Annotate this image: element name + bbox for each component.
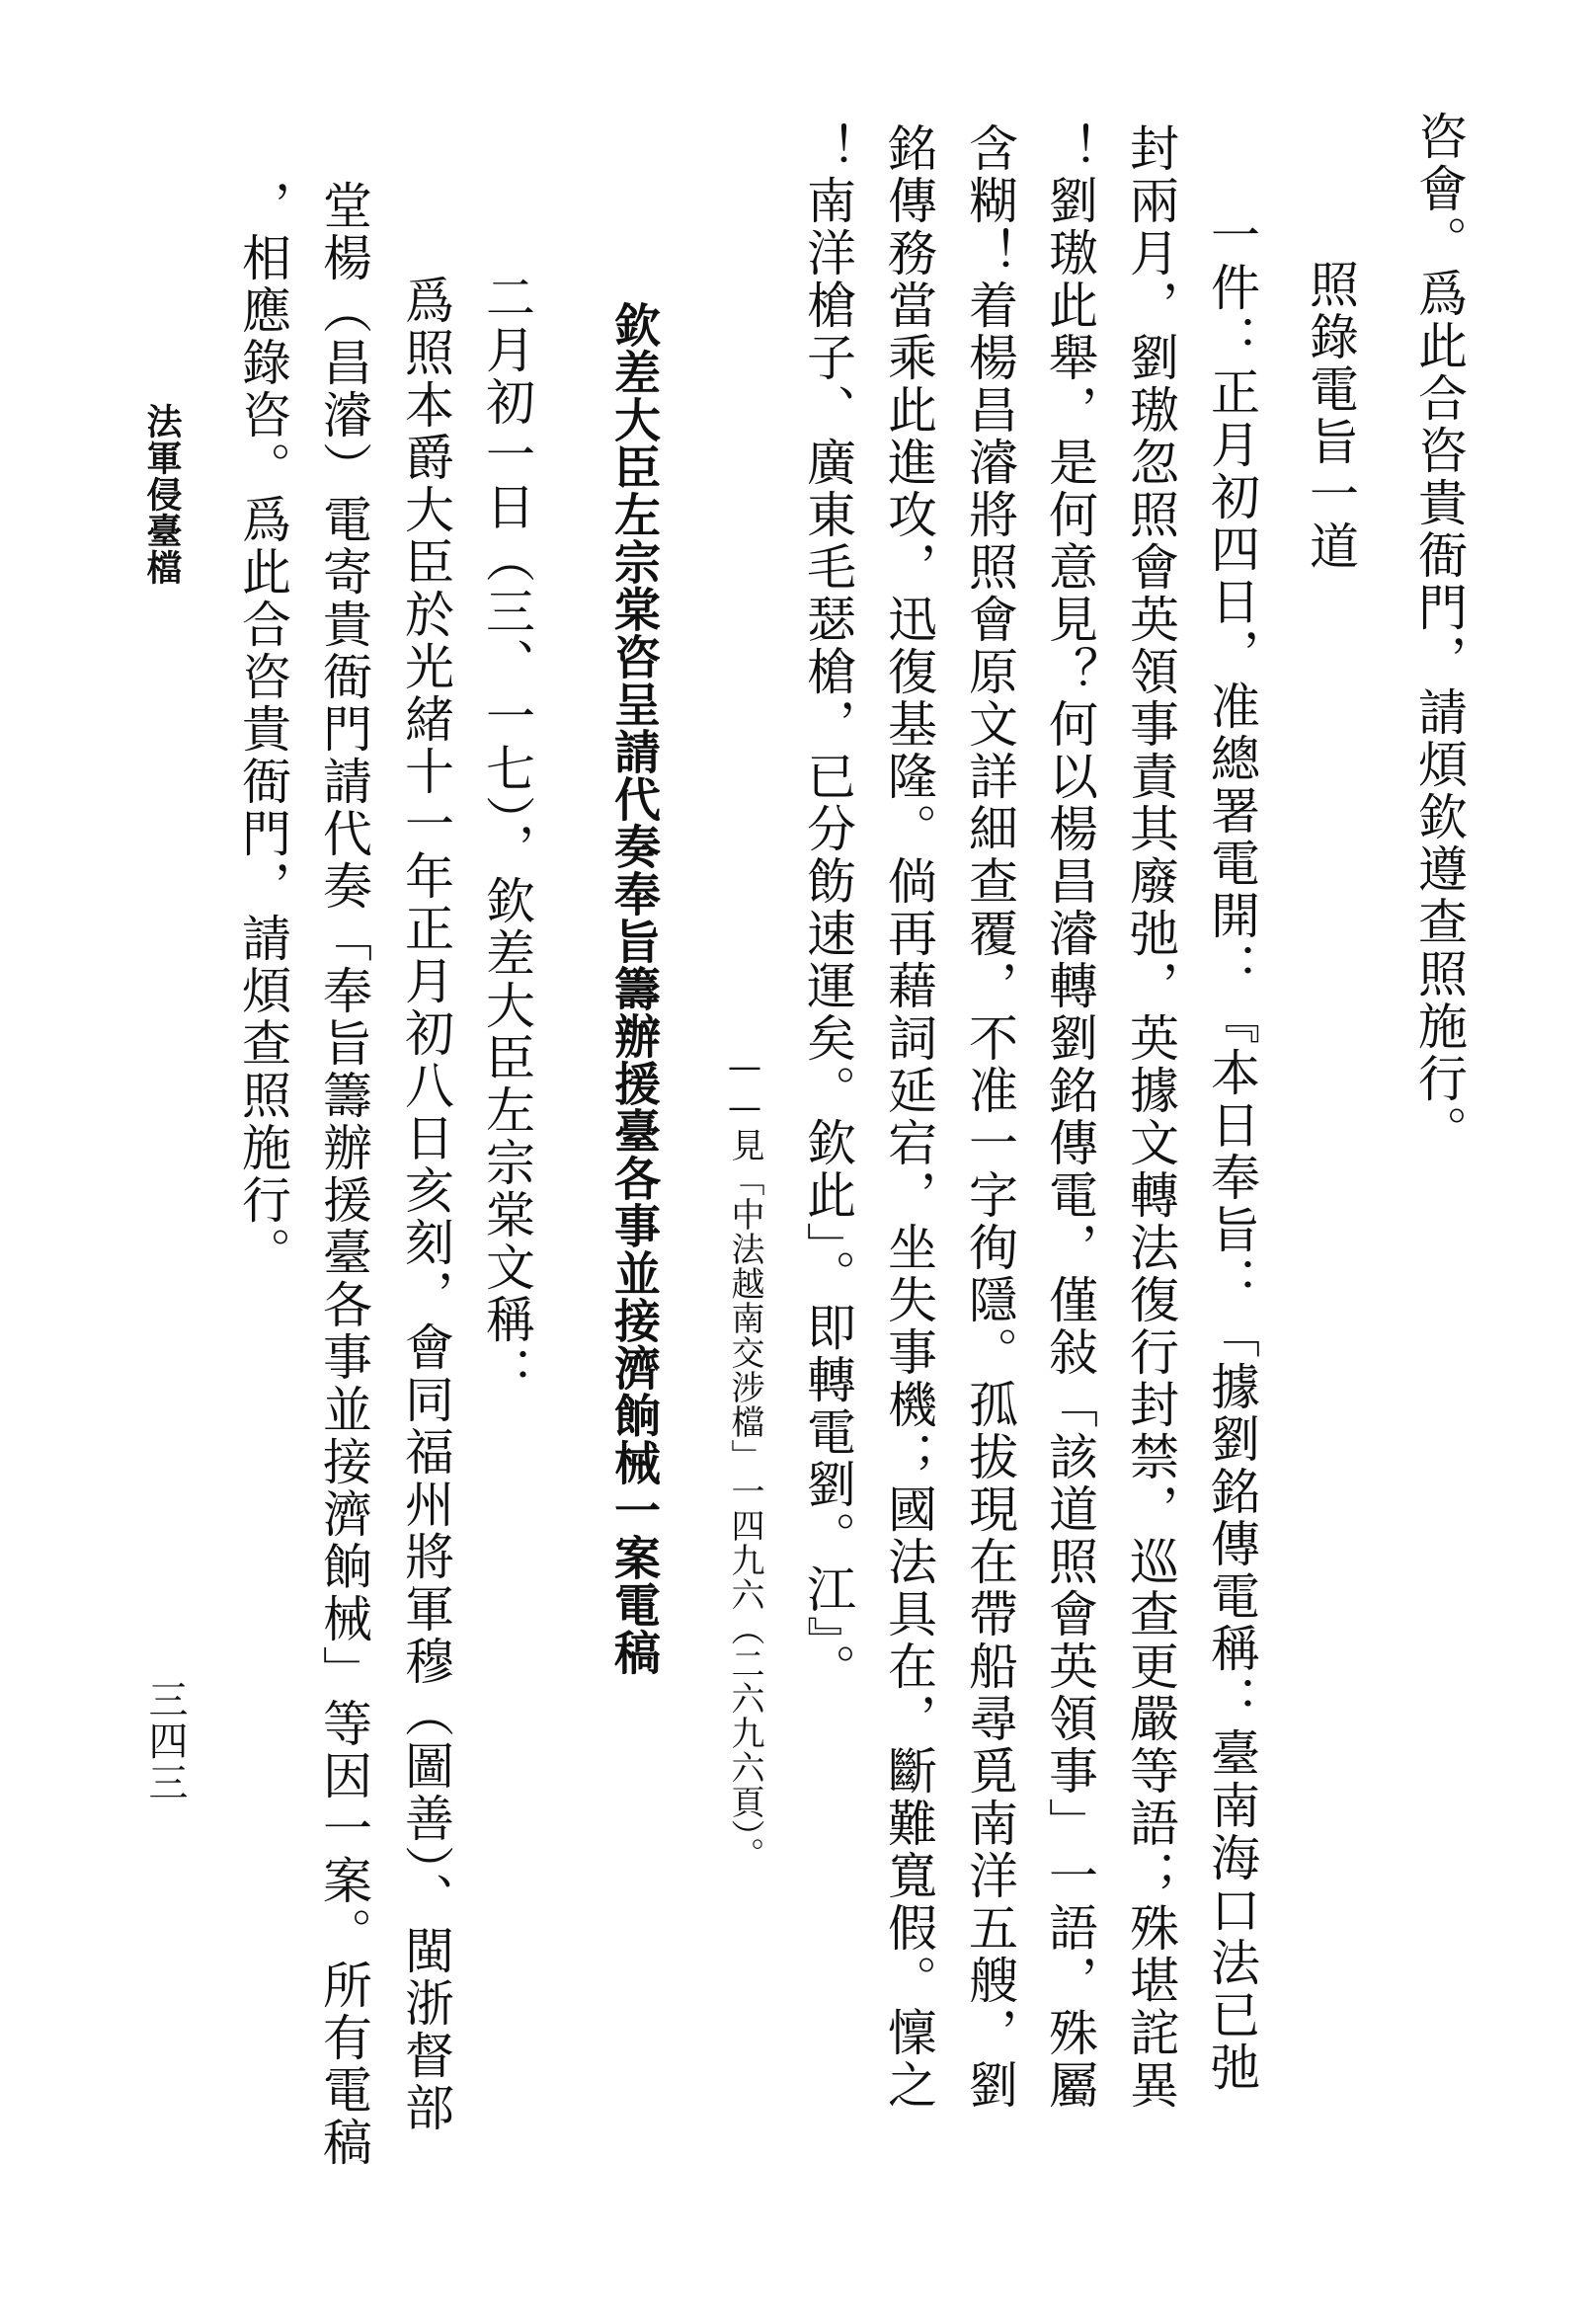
text-column-8: ！南洋槍子、廣東毛瑟槍，已分飭速運矣。欽此」。即轉電劉。江』。 (799, 122, 856, 1696)
text-column-4: 封兩月，劉璈忽照會英領事責其廢弛，英據文轉法復行封禁，巡查更嚴等語；殊堪詫異 (1122, 122, 1179, 2112)
text-column-1: 咨會。爲此合咨貴衙門，請煩欽遵查照施行。 (1410, 111, 1468, 1158)
text-column-11: 堂楊（昌濬）電寄貴衙門請代奏「奉旨籌辦援臺各事並接濟餉械」等因一案。所有電稿 (315, 180, 372, 2169)
source-citation: ——見「中法越南交涉檔」一四九六（二六九六頁）。 (725, 1047, 764, 1872)
page-number: 三四三 (142, 1679, 188, 1803)
text-column-7: 銘傳務當乘此進攻，迅復基隆。倘再藉詞延宕，坐失事機；國法具在，斷難寬假。懍之 (880, 122, 937, 2112)
text-column-2-subtitle: 照錄電旨一道 (1302, 259, 1359, 573)
text-column-10: 爲照本爵大臣於光緒十一年正月初八日亥刻，會同福州將軍穆（圖善）、閩浙督部 (397, 275, 454, 2134)
text-column-6: 含糊！着楊昌濬將照會原文詳細查覆，不准一字徇隱。孤拔現在帶船尋覓南洋五艘，劉 (961, 122, 1018, 2112)
text-column-5: ！劉璈此舉，是何意見？何以楊昌濬轉劉銘傳電，僅敍「該道照會英領事」一語，殊屬 (1041, 122, 1098, 2112)
text-column-9: 二月初一日（三、一七），欽差大臣左宗棠文稱： (478, 272, 535, 1399)
text-column-3: 一件：正月初四日，准總署電開：『本日奉旨：「據劉銘傳電稱：臺南海口法已弛 (1203, 209, 1260, 2094)
text-column-12: ，相應錄咨。爲此合咨貴衙門，請煩查照施行。 (234, 180, 291, 1279)
section-heading: 欽差大臣左宗棠咨呈請代奏奉旨籌辦援臺各事並接濟餉械一案電稿 (606, 301, 661, 1676)
running-footer-title: 法軍侵臺檔 (141, 403, 183, 586)
